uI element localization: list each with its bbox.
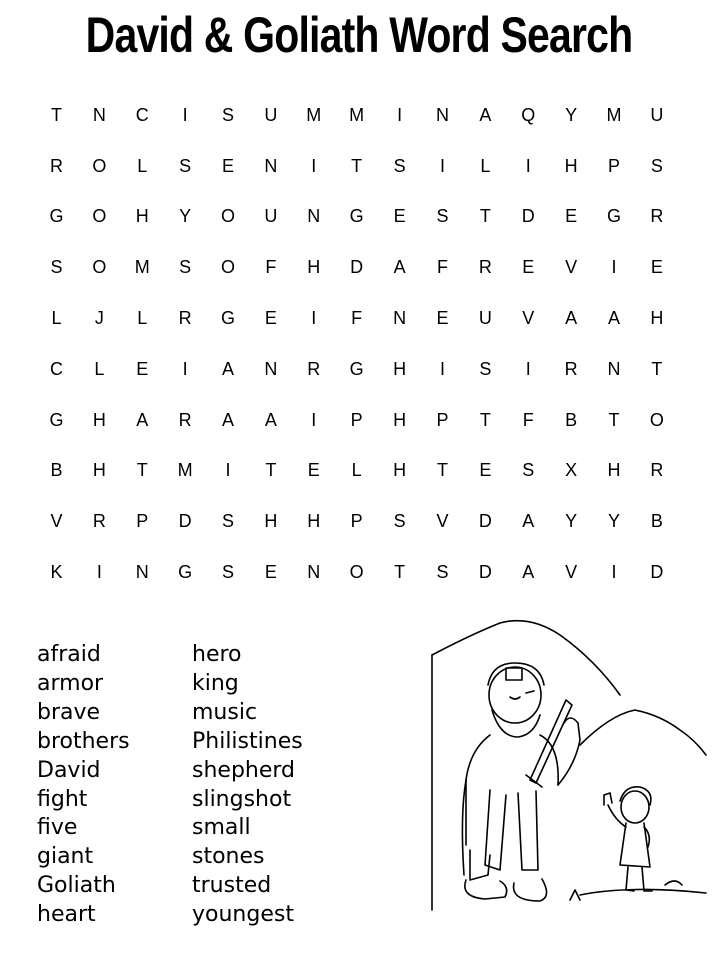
grid-letter: H (564, 155, 578, 176)
grid-letter: G (221, 308, 236, 329)
grid-letter: T (479, 409, 491, 430)
word-list-item: trusted (192, 873, 272, 899)
word-list-item: David (37, 757, 101, 783)
grid-letter: T (136, 460, 148, 481)
grid-letter: T (608, 409, 620, 430)
grid-letter: N (135, 562, 149, 583)
grid-letter: I (525, 155, 531, 176)
grid-letter: S (179, 257, 192, 278)
word-list-item: brothers (37, 728, 130, 754)
word-list-item: small (192, 815, 251, 841)
grid-letter: B (650, 511, 663, 532)
page-title: David & Goliath Word Search (85, 7, 633, 63)
grid-letter: A (522, 562, 535, 583)
grid-letter: N (264, 358, 278, 379)
grid-letter: E (650, 257, 663, 278)
grid-letter: R (178, 409, 192, 430)
grid-letter: T (394, 562, 406, 583)
grid-letter: U (264, 206, 278, 227)
grid-letter: F (436, 257, 448, 278)
grid-letter: F (265, 257, 277, 278)
grid-letter: L (137, 155, 148, 176)
grid-letter: Y (565, 511, 578, 532)
word-list-left (37, 641, 130, 930)
grid-row (35, 90, 679, 141)
grid-row (35, 293, 679, 344)
grid-letter: T (265, 460, 277, 481)
grid-letter: S (393, 511, 406, 532)
grid-letter: S (479, 358, 492, 379)
david-goliath-illustration (430, 615, 708, 915)
word-list-item: afraid (37, 642, 101, 667)
grid-letter: E (222, 155, 235, 176)
grid-letter: B (50, 460, 63, 481)
grid-letter: H (264, 511, 278, 532)
grid-letter: I (182, 104, 188, 125)
grid-letter: R (178, 308, 192, 329)
grid-letter: M (306, 104, 322, 125)
grid-letter: G (49, 409, 64, 430)
grid-letter: G (349, 206, 364, 227)
grid-letter: H (393, 358, 407, 379)
grid-letter: E (565, 206, 578, 227)
grid-letter: A (393, 257, 406, 278)
grid-letter: F (351, 308, 363, 329)
grid-letter: V (565, 562, 578, 583)
grid-letter: F (522, 409, 534, 430)
grid-letter: P (436, 409, 449, 430)
grid-letter: A (264, 409, 277, 430)
grid-letter: I (439, 358, 445, 379)
grid-letter: C (49, 358, 63, 379)
grid-letter: U (478, 308, 492, 329)
grid-letter: D (521, 206, 535, 227)
letter-grid (35, 90, 679, 598)
grid-letter: G (49, 206, 64, 227)
grid-letter: G (607, 206, 622, 227)
grid-letter: S (222, 562, 235, 583)
grid-letter: O (649, 409, 664, 430)
grid-letter: I (525, 358, 531, 379)
grid-row (35, 496, 679, 547)
grid-letter: I (611, 562, 617, 583)
grid-row (35, 395, 679, 446)
grid-letter: S (393, 155, 406, 176)
grid-letter: I (397, 104, 403, 125)
grid-letter: D (178, 511, 192, 532)
grid-letter: I (311, 155, 317, 176)
grid-letter: V (436, 511, 449, 532)
grid-letter: G (349, 358, 364, 379)
grid-letter: A (222, 409, 235, 430)
grid-letter: T (351, 155, 363, 176)
grid-letter: U (650, 104, 664, 125)
grid-letter: S (650, 155, 663, 176)
grid-letter: I (311, 308, 317, 329)
grid-letter: O (92, 155, 107, 176)
grid-letter: L (51, 308, 62, 329)
word-list-item: shepherd (192, 757, 296, 783)
grid-letter: T (651, 358, 663, 379)
grid-letter: P (350, 511, 363, 532)
grid-letter: O (221, 206, 236, 227)
grid-letter: Y (565, 104, 578, 125)
grid-letter: E (307, 460, 320, 481)
word-list-item: stones (192, 844, 265, 870)
grid-letter: A (522, 511, 535, 532)
grid-letter: R (92, 511, 106, 532)
grid-letter: A (608, 308, 621, 329)
grid-row (35, 242, 679, 293)
grid-letter: M (606, 104, 622, 125)
word-list-item: armor (37, 670, 104, 696)
grid-letter: C (135, 104, 149, 125)
grid-letter: O (92, 206, 107, 227)
grid-letter: X (565, 460, 578, 481)
grid-letter: P (136, 511, 149, 532)
grid-letter: H (92, 460, 106, 481)
grid-letter: J (94, 308, 104, 329)
word-list-item: five (37, 815, 78, 841)
grid-letter: Q (521, 104, 536, 125)
grid-letter: Y (608, 511, 621, 532)
grid-letter: O (92, 257, 107, 278)
word-list-item: heart (37, 902, 96, 928)
grid-letter: R (564, 358, 578, 379)
grid-letter: N (307, 562, 321, 583)
grid-letter: S (222, 104, 235, 125)
grid-letter: D (478, 562, 492, 583)
grid-letter: O (349, 562, 364, 583)
word-list-item: fight (37, 786, 88, 812)
word-list-item: Goliath (37, 873, 116, 899)
grid-letter: N (307, 206, 321, 227)
grid-letter: U (264, 104, 278, 125)
grid-letter: N (264, 155, 278, 176)
grid-letter: M (177, 460, 193, 481)
grid-letter: H (307, 511, 321, 532)
grid-letter: N (607, 358, 621, 379)
grid-letter: S (50, 257, 63, 278)
grid-letter: L (137, 308, 148, 329)
grid-letter: T (436, 460, 448, 481)
grid-letter: B (565, 409, 578, 430)
grid-letter: V (522, 308, 535, 329)
word-list-item: Philistines (192, 728, 303, 754)
grid-letter: K (50, 562, 63, 583)
word-list-item: brave (37, 699, 101, 725)
grid-letter: H (607, 460, 621, 481)
grid-letter: E (136, 358, 149, 379)
grid-row (35, 141, 679, 192)
grid-letter: I (225, 460, 231, 481)
grid-letter: D (478, 511, 492, 532)
grid-letter: H (92, 409, 106, 430)
grid-letter: S (179, 155, 192, 176)
word-list-item: king (192, 670, 239, 696)
grid-letter: E (264, 562, 277, 583)
grid-letter: I (311, 409, 317, 430)
grid-letter: I (182, 358, 188, 379)
word-list-right (192, 641, 303, 930)
grid-letter: N (435, 104, 449, 125)
grid-letter: V (565, 257, 578, 278)
grid-letter: L (480, 155, 491, 176)
grid-letter: O (221, 257, 236, 278)
grid-letter: E (522, 257, 535, 278)
grid-letter: E (264, 308, 277, 329)
word-list-item: giant (37, 844, 94, 870)
grid-letter: I (439, 155, 445, 176)
grid-letter: S (436, 206, 449, 227)
grid-row (35, 192, 679, 243)
word-list-item: slingshot (192, 786, 292, 812)
grid-letter: S (436, 562, 449, 583)
grid-letter: P (350, 409, 363, 430)
grid-letter: A (565, 308, 578, 329)
grid-letter: E (393, 206, 406, 227)
grid-letter: M (134, 257, 150, 278)
grid-letter: R (49, 155, 63, 176)
grid-letter: E (479, 460, 492, 481)
grid-letter: H (650, 308, 664, 329)
grid-letter: H (135, 206, 149, 227)
grid-letter: H (393, 409, 407, 430)
grid-letter: I (611, 257, 617, 278)
grid-letter: D (650, 562, 664, 583)
grid-letter: I (96, 562, 102, 583)
grid-letter: N (92, 104, 106, 125)
grid-letter: E (436, 308, 449, 329)
grid-letter: R (478, 257, 492, 278)
grid-letter: L (351, 460, 362, 481)
grid-row (35, 344, 679, 395)
word-list-item: hero (192, 642, 242, 667)
grid-letter: T (479, 206, 491, 227)
word-list-item: youngest (192, 902, 294, 928)
grid-letter: A (479, 104, 492, 125)
grid-row (35, 446, 679, 497)
grid-letter: V (50, 511, 63, 532)
grid-letter: D (350, 257, 364, 278)
grid-letter: A (222, 358, 235, 379)
grid-letter: G (178, 562, 193, 583)
word-list-item: music (192, 699, 258, 725)
grid-letter: R (307, 358, 321, 379)
grid-letter: N (393, 308, 407, 329)
grid-letter: H (393, 460, 407, 481)
grid-letter: R (650, 460, 664, 481)
grid-row (35, 547, 679, 598)
grid-letter: H (307, 257, 321, 278)
grid-letter: Y (179, 206, 192, 227)
grid-letter: S (522, 460, 535, 481)
grid-letter: S (222, 511, 235, 532)
grid-letter: M (349, 104, 365, 125)
grid-letter: P (608, 155, 621, 176)
grid-letter: T (50, 104, 62, 125)
grid-letter: L (94, 358, 105, 379)
grid-letter: R (650, 206, 664, 227)
grid-letter: A (136, 409, 149, 430)
